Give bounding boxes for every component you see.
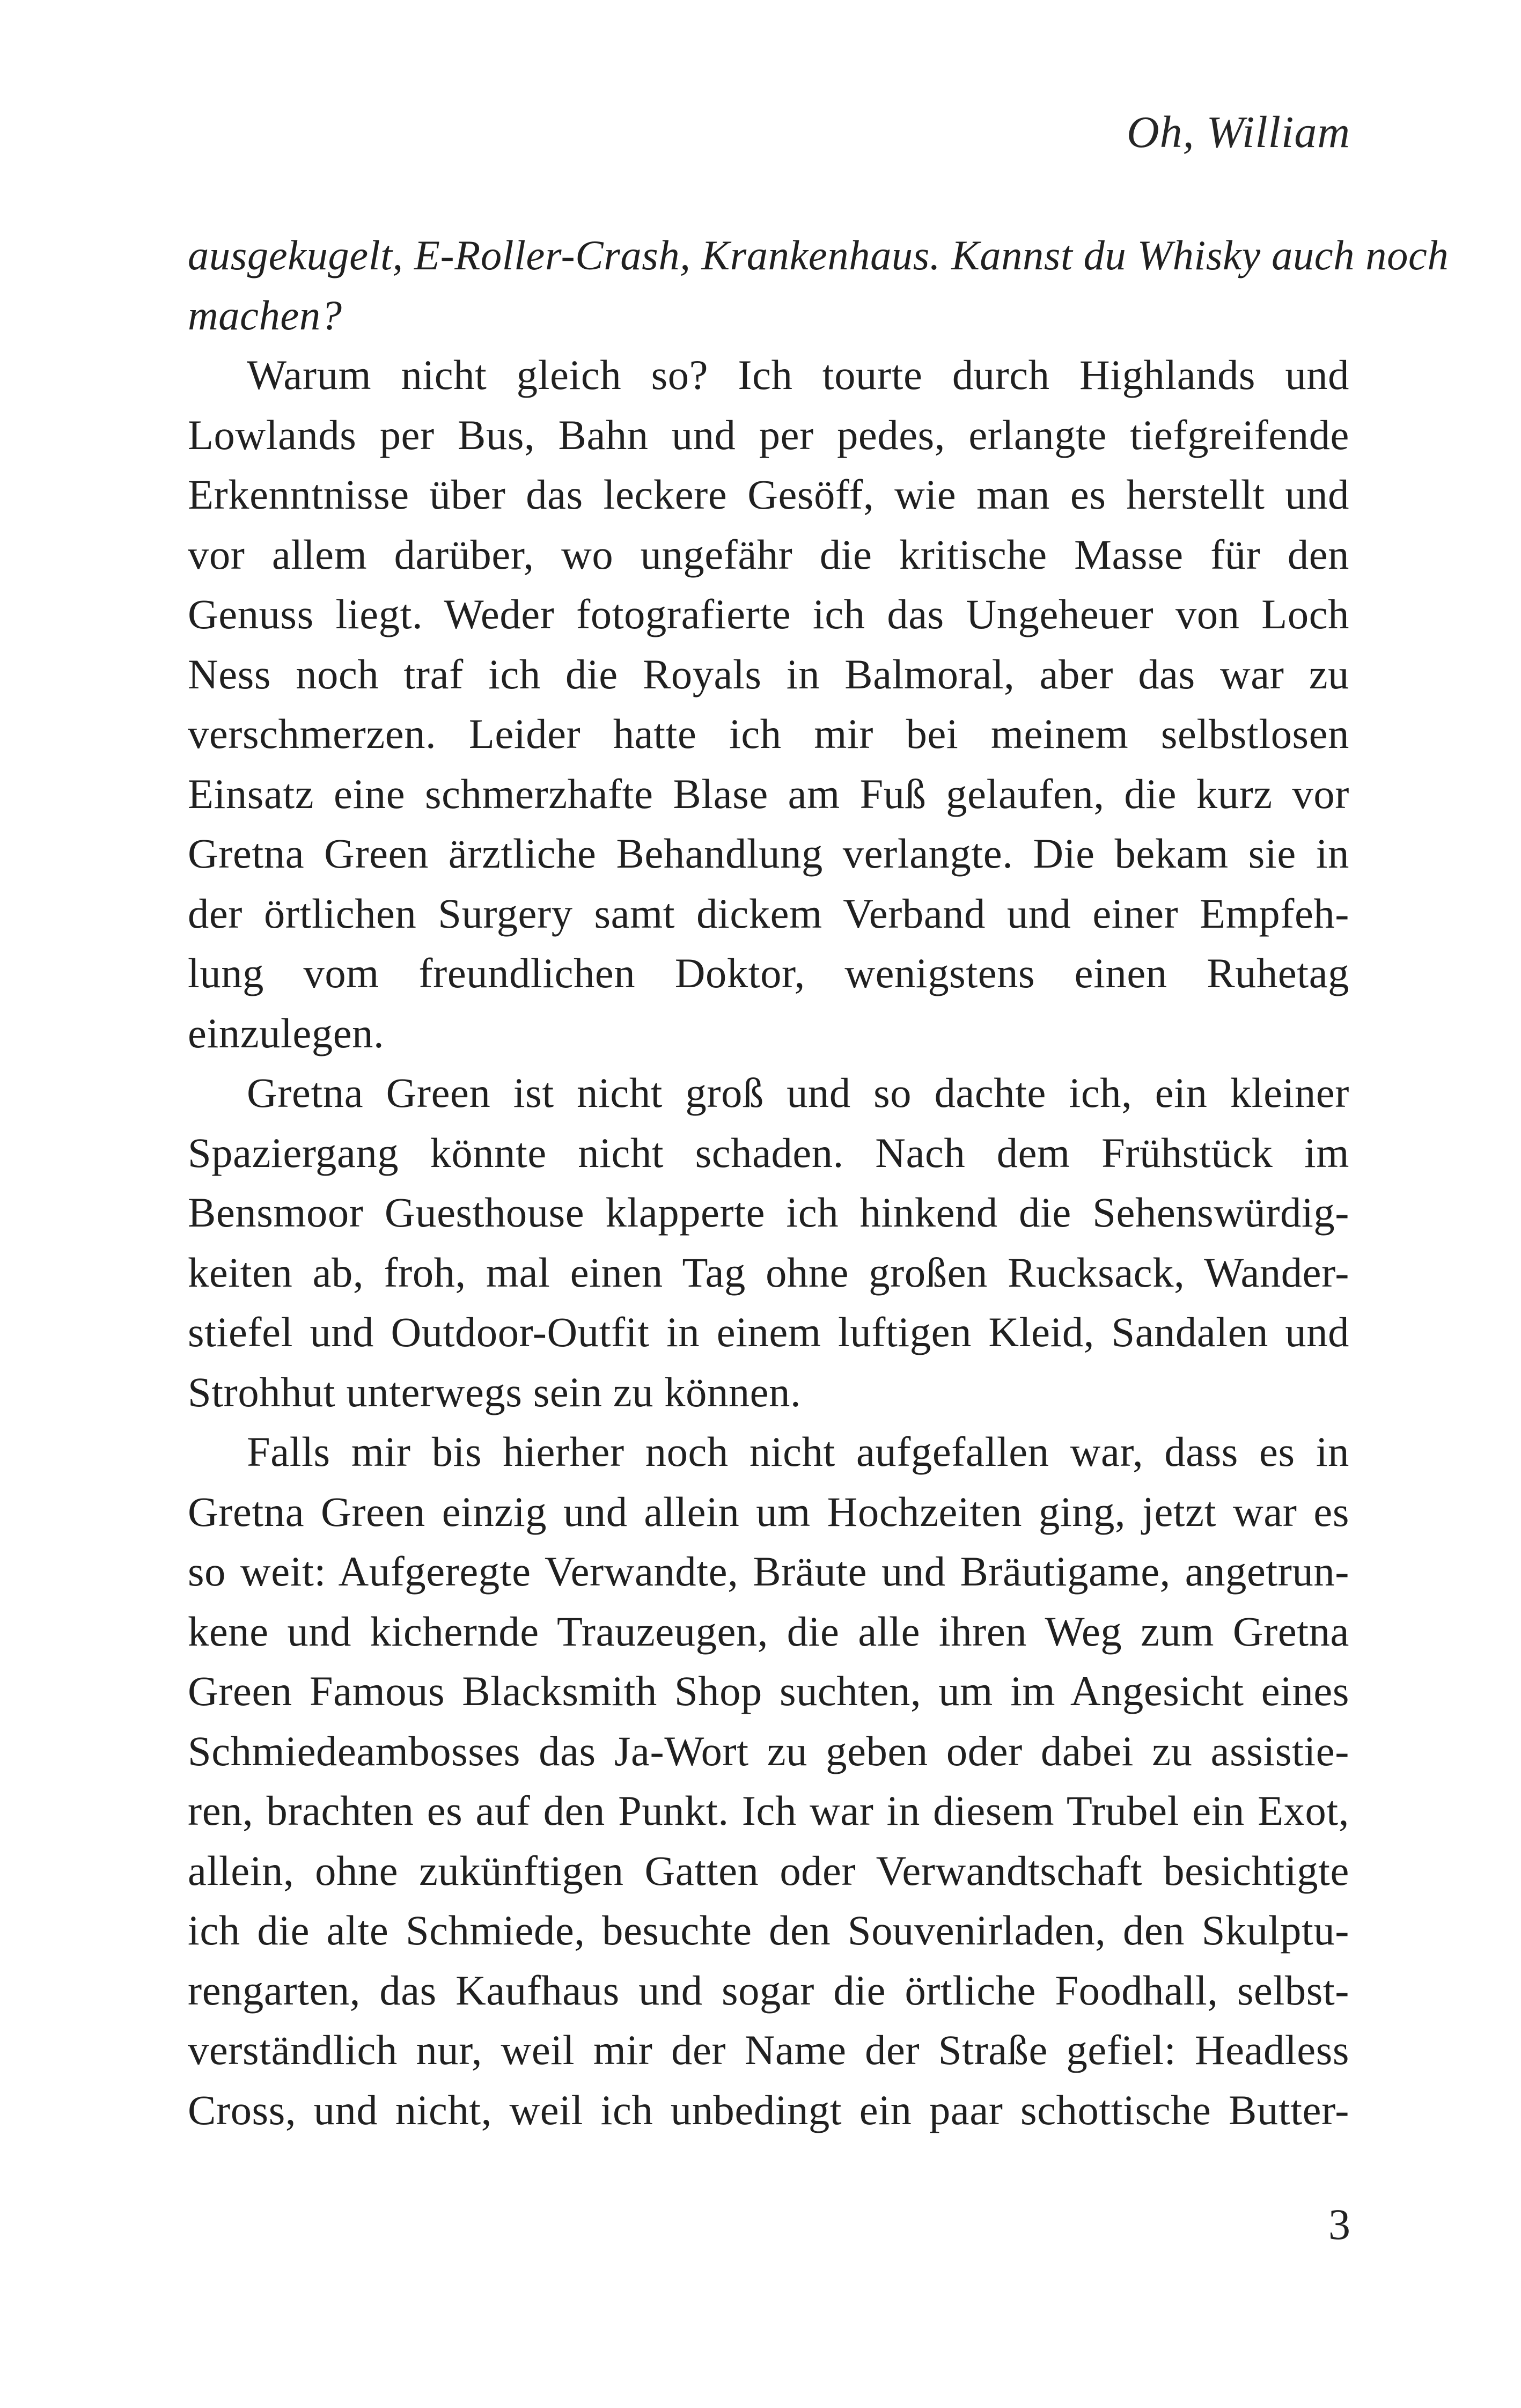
page-number: 3 — [1328, 2200, 1350, 2249]
text-line: kene und kichernde Trauzeugen, die alle ihren Weg zum Gretna — [188, 1607, 1349, 1655]
text-line: so weit: Aufgeregte Verwandte, Bräute und Bräutigame, angetrun- — [188, 1548, 1349, 1595]
text-line: der örtlichen Surgery samt dickem Verband und einer Empfeh- — [188, 890, 1349, 937]
text-line: verschmerzen. Leider hatte ich mir bei meinem selbstlosen — [188, 710, 1349, 757]
text-line: Bensmoor Guesthouse klapperte ich hinkend die Sehenswürdig- — [188, 1189, 1349, 1236]
text-line: Lowlands per Bus, Bahn und per pedes, erlangte tiefgreifende — [188, 411, 1349, 458]
text-line: Genuss liegt. Weder fotografierte ich das Ungeheuer von Loch — [188, 591, 1349, 637]
text-line: ren, brachten es auf den Punkt. Ich war in diesem Trubel ein Exot, — [188, 1787, 1349, 1834]
text-line: Cross, und nicht, weil ich unbedingt ein paar schottische Butter- — [188, 2086, 1349, 2133]
text-line: vor allem darüber, wo ungefähr die kritische Masse für den — [188, 531, 1349, 578]
text-line: lung vom freundlichen Doktor, wenigstens einen Ruhetag — [188, 950, 1349, 996]
text-line: Einsatz eine schmerzhafte Blase am Fuß gelaufen, die kurz vor — [188, 770, 1349, 817]
text-line: Schmiedeambosses das Ja-Wort zu geben oder dabei zu assistie- — [188, 1727, 1349, 1774]
text-line: Spaziergang könnte nicht schaden. Nach dem Frühstück im — [188, 1129, 1349, 1176]
text-line: Strohhut unterwegs sein zu können. — [188, 1368, 802, 1415]
text-line: machen? — [188, 291, 342, 339]
text-line: rengarten, das Kaufhaus und sogar die örtliche Foodhall, selbst- — [188, 1966, 1349, 2014]
running-head: Oh, William — [1126, 107, 1350, 157]
text-line: Gretna Green ist nicht groß und so dachte ich, ein kleiner — [247, 1069, 1349, 1116]
text-line: Erkenntnisse über das leckere Gesöff, wie man es herstellt und — [188, 471, 1349, 518]
text-line: einzulegen. — [188, 1009, 385, 1056]
text-line: ausgekugelt, E-Roller-Crash, Krankenhaus. Kannst du Whisky auch noch — [188, 232, 1449, 278]
text-line: Gretna Green ärztliche Behandlung verlangte. Die bekam sie in — [188, 830, 1349, 877]
text-line: ich die alte Schmiede, besuchte den Souvenirladen, den Skulptu- — [188, 1907, 1349, 1954]
text-line: allein, ohne zukünftigen Gatten oder Verwandtschaft besichtigte — [188, 1847, 1349, 1894]
text-line: stiefel und Outdoor-Outfit in einem luftigen Kleid, Sandalen und — [188, 1309, 1349, 1355]
text-line: verständlich nur, weil mir der Name der Straße gefiel: Headless — [188, 2027, 1349, 2073]
text-line: Green Famous Blacksmith Shop suchten, um im Angesicht eines — [188, 1668, 1349, 1714]
text-line: Ness noch traf ich die Royals in Balmoral, aber das war zu — [188, 650, 1349, 698]
text-line: keiten ab, froh, mal einen Tag ohne großen Rucksack, Wander- — [188, 1249, 1349, 1296]
text-line: Warum nicht gleich so? Ich tourte durch Highlands und — [247, 351, 1349, 398]
body-text — [188, 225, 1449, 2140]
text-line: Falls mir bis hierher noch nicht aufgefallen war, dass es in — [247, 1428, 1349, 1475]
text-line: Gretna Green einzig und allein um Hochzeiten ging, jetzt war es — [188, 1488, 1349, 1535]
